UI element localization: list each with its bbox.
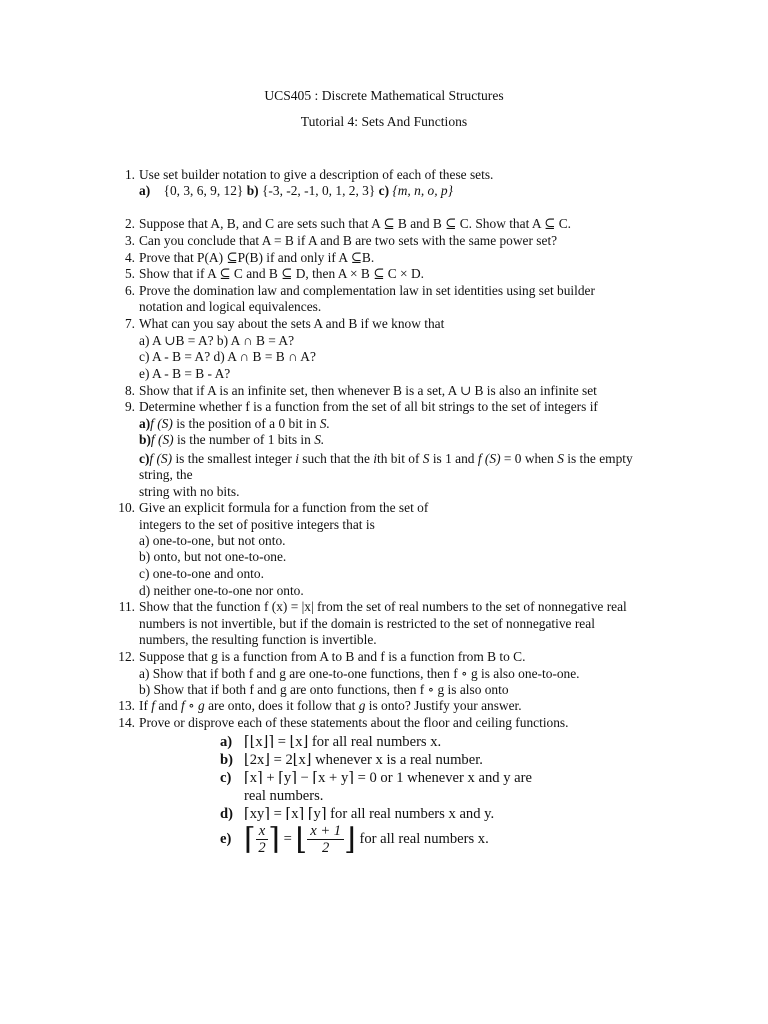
question-number: 5. — [124, 266, 135, 281]
question-number: 10. — [118, 500, 135, 515]
question-text: Suppose that A, B, and C are sets such that A ⊆ B and B ⊆ C. Show that A ⊆ C. — [139, 216, 572, 231]
formula-label: d) — [220, 806, 233, 822]
question-text: notation and logical equivalences. — [139, 299, 322, 314]
question-text: Suppose that g is a function from A to B and f is a function from B to C. — [139, 649, 526, 664]
formula-text: for all real numbers x. — [359, 830, 489, 847]
question-10-option: c) one-to-one and onto. — [139, 566, 264, 581]
question-text: Prove that P(A) ⊆P(B) if and only if A ⊆B. — [139, 250, 375, 265]
question-number: 4. — [124, 250, 135, 265]
question-9-c-cont: string, the — [139, 467, 193, 482]
formula-c — [220, 769, 532, 787]
course-title: UCS405 : Discrete Mathematical Structures — [264, 88, 504, 103]
question-number: 11. — [118, 599, 135, 614]
question-text: Can you conclude that A = B if A and B are two sets with the same power set? — [139, 233, 558, 248]
document-page: UCS405 : Discrete Mathematical Structures Tutorial 4: Sets And Functions 1. Use set builder notation to give a description of each of these sets. a) {0, 3, 6, 9, 12} b) {-3, -2, -1, 0, 1, 2, 3} c) {m, n, o, p} 2. Suppose that A, B, and C are sets such that A ⊆ B and B ⊆ C. Show that A ⊆ C. 3. Can you conclude that A = B if A and B are two sets with the same power set? 4. Prove that P(A) ⊆P(B) if and only if A ⊆B. 5. Show that if A ⊆ C and B ⊆ D, then A × B ⊆ C × D. 6. Prove the domination law and complementation law in set identities using set builder notation and logical equivalences. 7. What can you say about the sets A and B if we know that a) A ∪B = A? b) A ∩ B = A? c) A - B = A? d) A ∩ B = B ∩ A? e) A - B = B - A? 8. Show that if A is an infinite set, then whenever B is a set, A ∪ B is also an infinite set 9. Determine whether f is a function from the set of all bit strings to the set of integers if a)f (S) is the position of a 0 bit in S. b)f (S) is the number of 1 bits in S. c)f (S) is the smallest integer i such that the ith bit of S is 1 and f (S) = 0 when S is the empty string, the string with no bits. 10. Give an explicit formula for a function from the set of integers to the set of positive integers that is a) one-to-one, but not onto. b) onto, but not one-to-one. c) one-to-one and onto. d) neither one-to-one nor onto. 11. Show that the function f (x) = |x| from the set of real numbers to the set of nonnegative real numbers is not invertible, but if the domain is restricted to the set of nonnegative real numbers, the resulting function is invertible. 12. Suppose that g is a function from A to B and f is a function from B to C. a) Show that if both f and g are one-to-one functions, then f ∘ g is also one-to-one. b) Show that if both f and g are onto functions, then f ∘ g is also onto 13. If f and f ∘ g are onto, does it follow that g is onto? Justify your answer. 14. Prove or disprove each of these statements about the floor and ceiling functions. a) ⌈⌊x⌋⌉ = ⌊x⌋ for all real numbers x. b) ⌊2x⌋ = 2⌊x⌋ whenever x is a real number. c) ⌈x⌉ + ⌈y⌉ − ⌈x + y⌉ = 0 or 1 whenever x and y are real numbers. d) ⌈xy⌉ = ⌈x⌉ ⌈y⌉ for all real numbers x and y. e) ⌈ $\frac{x}{2}$ ⌉ = ⌊ $\frac{x + 1}{2}$ ⌋ for all real numbers x. — [0, 0, 768, 1024]
set-c: {m, n, o, p} — [392, 183, 453, 198]
question-12-option: b) Show that if both f and g are onto functions, then f ∘ g is also onto — [139, 682, 509, 697]
question-number: 13. — [118, 698, 135, 713]
question-text: Prove or disprove each of these statements about the floor and ceiling functions. — [139, 715, 569, 730]
question-number: 12. — [118, 649, 135, 664]
formula-text: ⌈⌊x⌋⌉ = ⌊x⌋ for all real numbers x. — [244, 734, 442, 750]
formula-e: e) ⌈ $\frac{x}{2}$ ⌉ = ⌊ $\frac{x + 1}{2}$ ⌋ for all real numbers x. — [220, 822, 489, 856]
formula-b — [220, 751, 483, 769]
question-number: 8. — [124, 383, 135, 398]
formula-d — [220, 805, 494, 823]
option-label: c) — [378, 183, 390, 198]
question-10-cont: integers to the set of positive integers that is — [139, 517, 375, 532]
formula-c-cont — [220, 787, 323, 805]
formula-label: e) — [220, 830, 232, 847]
question-number: 1. — [124, 167, 135, 182]
question-number: 6. — [124, 283, 135, 298]
formula-label: c) — [220, 770, 232, 786]
question-text: Give an explicit formula for a function from the set of — [139, 500, 429, 515]
question-number: 3. — [124, 233, 135, 248]
fraction: $\frac{x + 1}{2}$ — [307, 823, 344, 856]
question-12-option: a) Show that if both f and g are one-to-one functions, then f ∘ g is also one-to-one. — [139, 666, 580, 681]
question-number: 7. — [124, 316, 135, 331]
question-11-cont: numbers, the resulting function is invertible. — [139, 632, 377, 647]
question-number: 2. — [124, 216, 135, 231]
question-text: Determine whether f is a function from the set of all bit strings to the set of integers if — [139, 399, 598, 414]
formula-text: ⌊2x⌋ = 2⌊x⌋ whenever x is a real number. — [244, 752, 483, 768]
question-7-option-line: c) A - B = A? d) A ∩ B = B ∩ A? — [139, 349, 316, 364]
option-label: a) — [139, 183, 151, 198]
question-11-cont: numbers is not invertible, but if the domain is restricted to the set of nonnegative real — [139, 616, 595, 631]
question-10-option: a) one-to-one, but not onto. — [139, 533, 286, 548]
question-10-option: b) onto, but not one-to-one. — [139, 549, 287, 564]
question-text: Show that if A is an infinite set, then whenever B is a set, A ∪ B is also an infinite set — [139, 383, 597, 398]
question-number: 14. — [118, 715, 135, 730]
question-text: What can you say about the sets A and B if we know that — [139, 316, 445, 331]
question-text: Show that the function f (x) = |x| from the set of real numbers to the set of nonnegative real — [139, 599, 627, 614]
formula-label: b) — [220, 752, 233, 768]
formula-a — [220, 733, 441, 751]
question-text: Prove the domination law and complementation law in set identities using set builder — [139, 283, 595, 298]
question-7-option-line: e) A - B = B - A? — [139, 366, 231, 381]
question-text: Show that if A ⊆ C and B ⊆ D, then A × B ⊆ C × D. — [139, 266, 424, 281]
formula-text: real numbers. — [244, 788, 324, 804]
set-a: {0, 3, 6, 9, 12} — [163, 183, 244, 198]
question-9-c-cont: string with no bits. — [139, 484, 240, 499]
formula-text: ⌈xy⌉ = ⌈x⌉ ⌈y⌉ for all real numbers x and y. — [244, 806, 495, 822]
question-10-option: d) neither one-to-one nor onto. — [139, 583, 304, 598]
question-number: 9. — [124, 399, 135, 414]
fraction: $\frac{x}{2}$ — [256, 823, 268, 856]
tutorial-title: Tutorial 4: Sets And Functions — [300, 114, 468, 129]
formula-text: ⌈x⌉ + ⌈y⌉ − ⌈x + y⌉ = 0 or 1 whenever x and y are — [244, 770, 532, 786]
formula-label: a) — [220, 734, 233, 750]
option-label: b) — [246, 183, 259, 198]
question-text: Use set builder notation to give a description of each of these sets. — [139, 167, 494, 182]
question-7-option-line: a) A ∪B = A? b) A ∩ B = A? — [139, 333, 295, 348]
set-b: {-3, -2, -1, 0, 1, 2, 3} — [262, 183, 376, 198]
